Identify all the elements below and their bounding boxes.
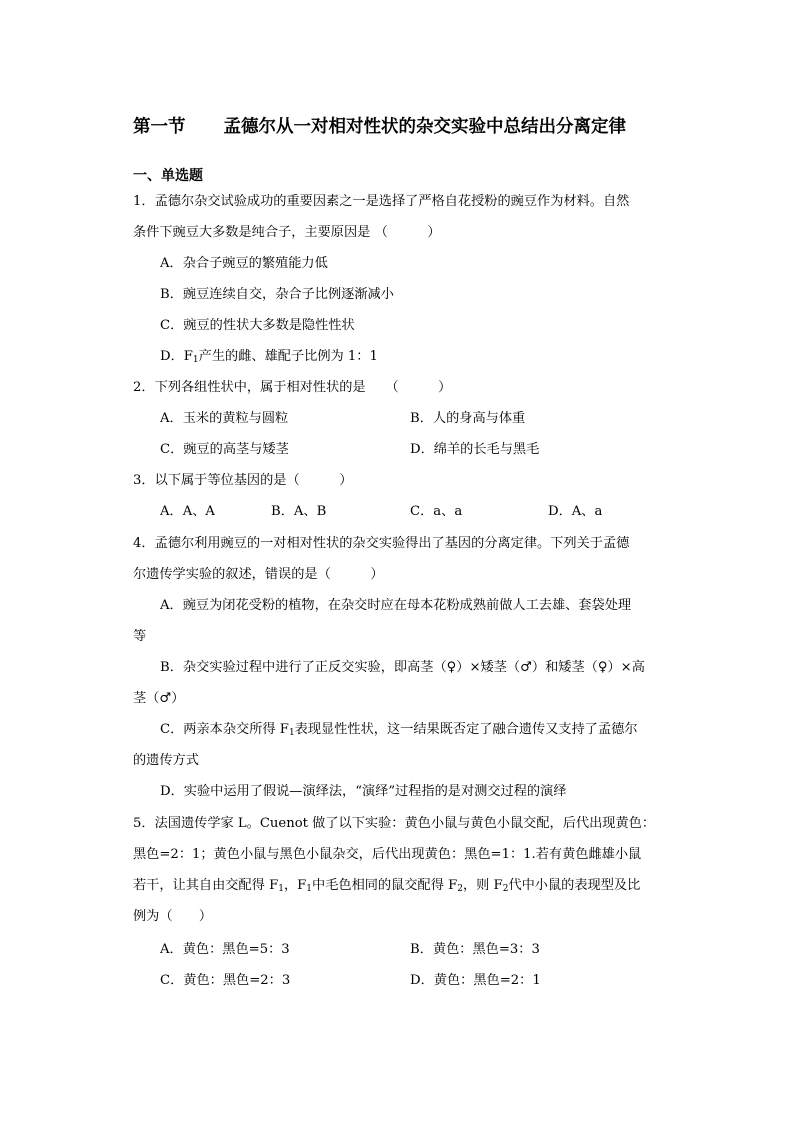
question-1-option-d (160, 348, 378, 366)
question-5-stem-line-2: 黑色=2：1；黄色小鼠与黑色小鼠杂交，后代出现黄色：黑色=1：1.若有黄色雌雄小鼠 (133, 847, 642, 862)
question-3-stem: 3．以下属于等位基因的是（ ） (133, 473, 353, 488)
chapter-title-text: 孟德尔从一对相对性状的杂交实验中总结出分离定律 (223, 117, 626, 137)
subscript: 1 (192, 355, 199, 365)
question-3-option-b: B．A、B (271, 504, 327, 519)
question-4-option-d: D．实验中运用了假说—演绎法，“演绎”过程指的是对测交过程的演绎 (160, 784, 567, 799)
subscript: 1 (306, 884, 313, 894)
section-heading: 一、单选题 (133, 168, 203, 184)
question-1-option-c: C．豌豆的性状大多数是隐性性状 (160, 318, 355, 333)
subscript: 2 (502, 884, 509, 894)
text-segment: 若干，让其自由交配得 F (133, 878, 279, 893)
subscript: 1 (288, 728, 295, 738)
text-segment: ，则 F (462, 878, 503, 893)
question-5-stem-line-4: 例为（ ） (133, 909, 213, 924)
subscript: 1 (278, 884, 284, 894)
question-3-option-c: C．a、a (410, 504, 463, 519)
question-2-option-b: B．人的身高与体重 (410, 411, 526, 426)
question-2-option-d: D．绵羊的长毛与黑毛 (410, 442, 540, 457)
chapter-title (133, 113, 626, 138)
question-1-option-a: A．杂合子豌豆的繁殖能力低 (160, 256, 328, 271)
question-5-option-b: B．黄色：黑色=3：3 (410, 942, 540, 957)
question-4-option-c-cont: 的遗传方式 (133, 753, 199, 768)
question-2-option-a: A．玉米的黄粒与圆粒 (160, 411, 289, 426)
question-3-option-a: A．A、A (160, 504, 215, 519)
option-d-text: 产生的雌、雄配子比例为 1：1 (198, 349, 378, 364)
question-4-option-b-cont: 茎（♂） (133, 691, 185, 706)
question-4-stem-line-2: 尔遗传学实验的叙述，错误的是（ ） (133, 567, 384, 582)
question-5-stem-line-3 (133, 877, 640, 895)
question-2-option-c: C．豌豆的高茎与矮茎 (160, 442, 289, 457)
subscript: 2 (457, 884, 463, 894)
question-5-option-d: D．黄色：黑色=2：1 (410, 973, 541, 988)
question-1-option-b: B．豌豆连续自交，杂合子比例逐渐减小 (160, 287, 394, 302)
text-segment: ，F (283, 878, 307, 893)
option-c-prefix: C．两亲本杂交所得 F (160, 722, 289, 737)
question-4-option-a: A．豌豆为闭花受粉的植物，在杂交时应在母本花粉成熟前做人工去雄、套袋处理 (160, 598, 632, 613)
question-4-option-c (160, 721, 638, 739)
question-2-stem: 2．下列各组性状中，属于相对性状的是 （ ） (133, 380, 452, 395)
option-d-prefix: D．F (160, 349, 193, 364)
question-3-option-d: D．A、a (548, 504, 603, 519)
question-5-stem-line-1: 5．法国遗传学家 L。Cuenot 做了以下实验：黄色小鼠与黄色小鼠交配，后代出现黄色： (133, 816, 656, 831)
text-segment: 中毛色相同的鼠交配得 F (312, 878, 458, 893)
question-5-option-a: A．黄色：黑色=5：3 (160, 942, 290, 957)
question-1-stem-line-2: 条件下豌豆大多数是纯合子，主要原因是 （ ） (133, 225, 441, 240)
question-5-option-c: C．黄色：黑色=2：3 (160, 973, 291, 988)
question-4-stem-line-1: 4．孟德尔利用豌豆的一对相对性状的杂交实验得出了基因的分离定律。下列关于孟德 (133, 536, 630, 551)
chapter-number: 第一节 (133, 117, 186, 137)
question-4-option-b: B．杂交实验过程中进行了正反交实验，即高茎（♀）×矮茎（♂）和矮茎（♀）×高 (160, 660, 645, 675)
question-1-stem-line-1: 1．孟德尔杂交试验成功的重要因素之一是选择了严格自花授粉的豌豆作为材料。自然 (133, 194, 630, 209)
question-4-option-a-cont: 等 (133, 629, 147, 644)
option-c-text: 表现显性性状，这一结果既否定了融合遗传又支持了孟德尔 (294, 722, 638, 737)
text-segment: 代中小鼠的表现型及比 (508, 878, 641, 893)
